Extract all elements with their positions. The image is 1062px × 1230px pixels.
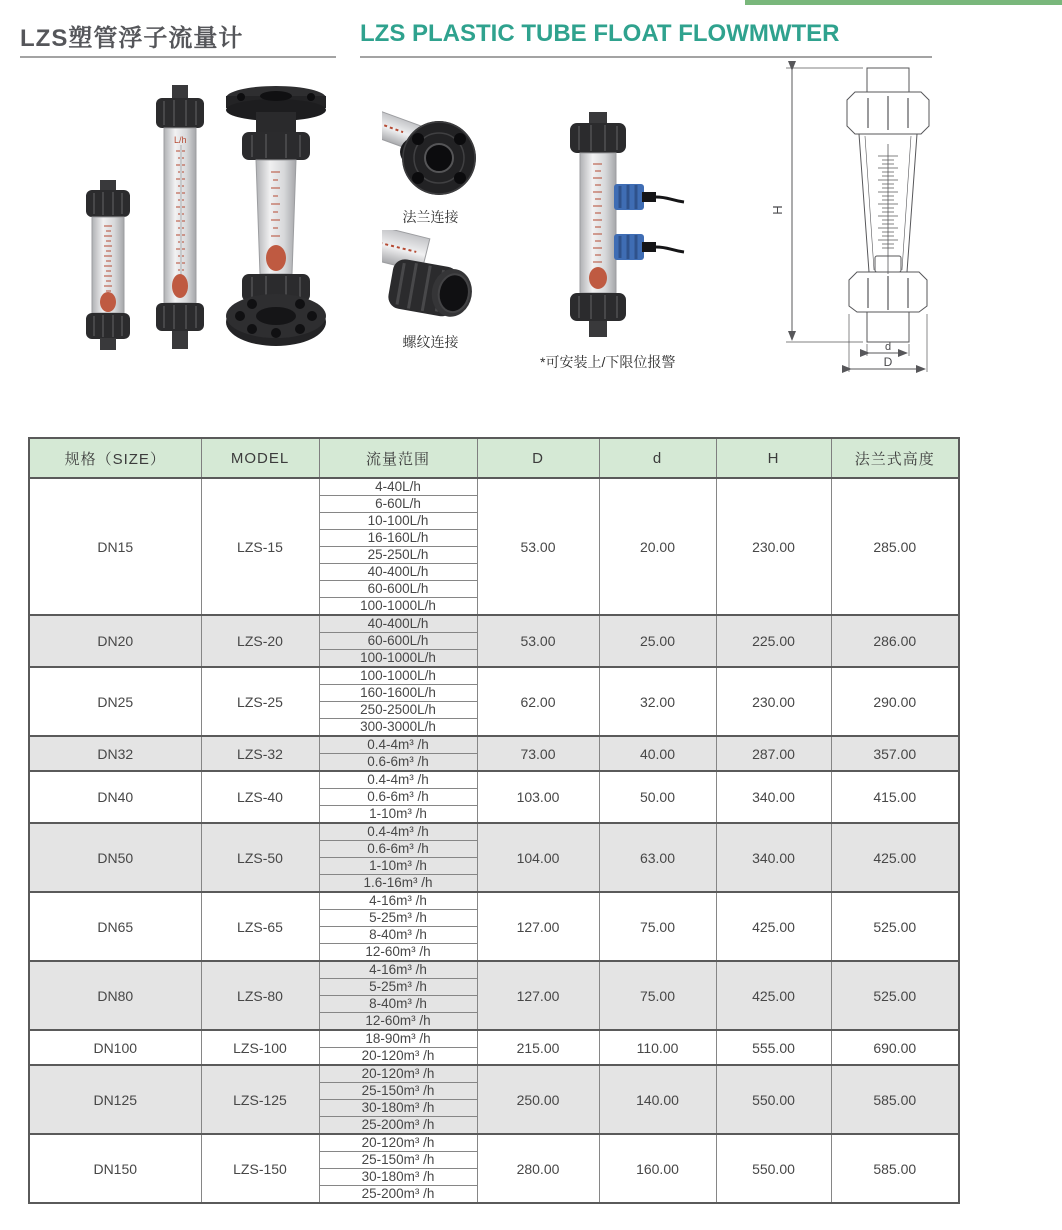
cell-flow-range: 160-1600L/h [319,685,477,702]
cell-flow-range: 0.6-6m³ /h [319,754,477,772]
cell-H: 225.00 [716,615,831,667]
cell-H: 550.00 [716,1134,831,1203]
cell-d: 75.00 [599,961,716,1030]
table-row [29,478,959,496]
table-row [29,823,959,841]
cell-D: 73.00 [477,736,599,771]
threaded-connection-photo [382,230,478,328]
cell-flow-range: 25-200m³ /h [319,1186,477,1204]
cell-size: DN15 [29,478,201,615]
accent-top-bar [745,0,1062,5]
threaded-connection-caption: 螺纹连接 [402,334,459,350]
cell-model: LZS-25 [201,667,319,736]
cell-size: DN50 [29,823,201,892]
cell-size: DN20 [29,615,201,667]
dim-label-H: H [770,205,785,215]
table-row [29,736,959,754]
cell-model: LZS-65 [201,892,319,961]
cell-flow-range: 60-600L/h [319,633,477,650]
cell-flow-range: 100-1000L/h [319,650,477,668]
cell-flow-range: 10-100L/h [319,513,477,530]
cell-flange-height: 525.00 [831,961,959,1030]
page-title-english: LZS PLASTIC TUBE FLOAT FLOWMWTER [360,20,840,47]
cell-size: DN150 [29,1134,201,1203]
header-flow-range: 流量范围 [319,438,477,478]
table-row [29,667,959,685]
cell-H: 230.00 [716,667,831,736]
cell-d: 140.00 [599,1065,716,1134]
dimension-drawing [748,60,963,380]
cell-D: 103.00 [477,771,599,823]
header-D: D [477,438,599,478]
cell-H: 550.00 [716,1065,831,1134]
cell-flow-range: 18-90m³ /h [319,1030,477,1048]
cell-flange-height: 585.00 [831,1065,959,1134]
cell-d: 75.00 [599,892,716,961]
spec-table [28,437,960,1204]
table-row [29,615,959,633]
cell-model: LZS-20 [201,615,319,667]
cell-D: 215.00 [477,1030,599,1065]
cell-model: LZS-32 [201,736,319,771]
cell-flow-range: 20-120m³ /h [319,1048,477,1066]
alarm-flowmeter-photo [558,112,688,344]
cell-flow-range: 25-150m³ /h [319,1083,477,1100]
cell-d: 20.00 [599,478,716,615]
page-title-chinese: LZS塑管浮子流量计 [20,25,244,52]
cell-H: 555.00 [716,1030,831,1065]
cell-flange-height: 690.00 [831,1030,959,1065]
cell-flow-range: 1-10m³ /h [319,858,477,875]
tube-unit-marking: L/h [174,135,187,145]
cell-flow-range: 0.6-6m³ /h [319,789,477,806]
cell-flow-range: 0.4-4m³ /h [319,736,477,754]
cell-H: 287.00 [716,736,831,771]
cell-flange-height: 415.00 [831,771,959,823]
cell-flow-range: 60-600L/h [319,581,477,598]
cell-flow-range: 0.6-6m³ /h [319,841,477,858]
alarm-option-caption: *可安装上/下限位报警 [540,354,676,370]
header-d: d [599,438,716,478]
cell-flow-range: 30-180m³ /h [319,1169,477,1186]
cell-model: LZS-15 [201,478,319,615]
cell-d: 32.00 [599,667,716,736]
cell-flow-range: 30-180m³ /h [319,1100,477,1117]
cell-flow-range: 12-60m³ /h [319,944,477,962]
cell-flow-range: 250-2500L/h [319,702,477,719]
product-media-section [0,60,1062,435]
header-flange-height: 法兰式高度 [831,438,959,478]
cell-size: DN40 [29,771,201,823]
cell-flange-height: 286.00 [831,615,959,667]
cell-size: DN65 [29,892,201,961]
cell-flow-range: 20-120m³ /h [319,1134,477,1152]
cell-D: 127.00 [477,961,599,1030]
cell-H: 230.00 [716,478,831,615]
cell-D: 127.00 [477,892,599,961]
cell-flange-height: 425.00 [831,823,959,892]
cell-size: DN100 [29,1030,201,1065]
cell-flow-range: 4-40L/h [319,478,477,496]
cell-D: 53.00 [477,478,599,615]
cell-flow-range: 0.4-4m³ /h [319,823,477,841]
spec-table-body [29,478,959,1203]
header-H: H [716,438,831,478]
cell-flow-range: 100-1000L/h [319,598,477,616]
table-row [29,1030,959,1048]
cell-flow-range: 40-400L/h [319,564,477,581]
cell-flow-range: 4-16m³ /h [319,892,477,910]
cell-flow-range: 6-60L/h [319,496,477,513]
cell-size: DN125 [29,1065,201,1134]
cell-H: 425.00 [716,961,831,1030]
table-row [29,771,959,789]
cell-d: 110.00 [599,1030,716,1065]
cell-flow-range: 25-200m³ /h [319,1117,477,1135]
cell-d: 25.00 [599,615,716,667]
flowmeter-tall-photo [150,85,210,349]
cell-flange-height: 585.00 [831,1134,959,1203]
table-row [29,961,959,979]
cell-d: 50.00 [599,771,716,823]
flowmeter-flanged-photo [225,82,327,348]
cell-d: 40.00 [599,736,716,771]
table-row [29,1134,959,1152]
cell-model: LZS-125 [201,1065,319,1134]
dim-label-d: d [884,341,892,353]
cell-flow-range: 5-25m³ /h [319,910,477,927]
cell-flow-range: 20-120m³ /h [319,1065,477,1083]
cell-flow-range: 1.6-16m³ /h [319,875,477,893]
cell-model: LZS-40 [201,771,319,823]
cell-size: DN25 [29,667,201,736]
cell-d: 160.00 [599,1134,716,1203]
table-row [29,892,959,910]
title-underline-right [360,56,932,58]
cell-flow-range: 8-40m³ /h [319,996,477,1013]
table-header-row [29,438,959,478]
cell-flow-range: 40-400L/h [319,615,477,633]
flange-connection-photo [382,110,478,205]
cell-D: 280.00 [477,1134,599,1203]
cell-flow-range: 5-25m³ /h [319,979,477,996]
cell-flow-range: 0.4-4m³ /h [319,771,477,789]
cell-D: 53.00 [477,615,599,667]
header-size: 规格（SIZE） [29,438,201,478]
cell-flange-height: 290.00 [831,667,959,736]
flange-connection-caption: 法兰连接 [402,209,459,225]
cell-flange-height: 285.00 [831,478,959,615]
cell-H: 425.00 [716,892,831,961]
cell-D: 104.00 [477,823,599,892]
cell-flow-range: 25-150m³ /h [319,1152,477,1169]
cell-d: 63.00 [599,823,716,892]
cell-model: LZS-150 [201,1134,319,1203]
cell-flow-range: 12-60m³ /h [319,1013,477,1031]
header-model: MODEL [201,438,319,478]
cell-model: LZS-100 [201,1030,319,1065]
dim-label-D: D [883,355,893,369]
title-underline-left [20,56,336,58]
cell-flange-height: 357.00 [831,736,959,771]
cell-H: 340.00 [716,771,831,823]
table-row [29,1065,959,1083]
cell-model: LZS-50 [201,823,319,892]
cell-flow-range: 100-1000L/h [319,667,477,685]
cell-size: DN32 [29,736,201,771]
cell-D: 62.00 [477,667,599,736]
flowmeter-short-photo [80,180,136,350]
cell-flow-range: 300-3000L/h [319,719,477,737]
cell-flow-range: 25-250L/h [319,547,477,564]
cell-flange-height: 525.00 [831,892,959,961]
cell-flow-range: 16-160L/h [319,530,477,547]
cell-flow-range: 4-16m³ /h [319,961,477,979]
cell-model: LZS-80 [201,961,319,1030]
cell-size: DN80 [29,961,201,1030]
cell-D: 250.00 [477,1065,599,1134]
cell-flow-range: 8-40m³ /h [319,927,477,944]
cell-H: 340.00 [716,823,831,892]
cell-flow-range: 1-10m³ /h [319,806,477,824]
